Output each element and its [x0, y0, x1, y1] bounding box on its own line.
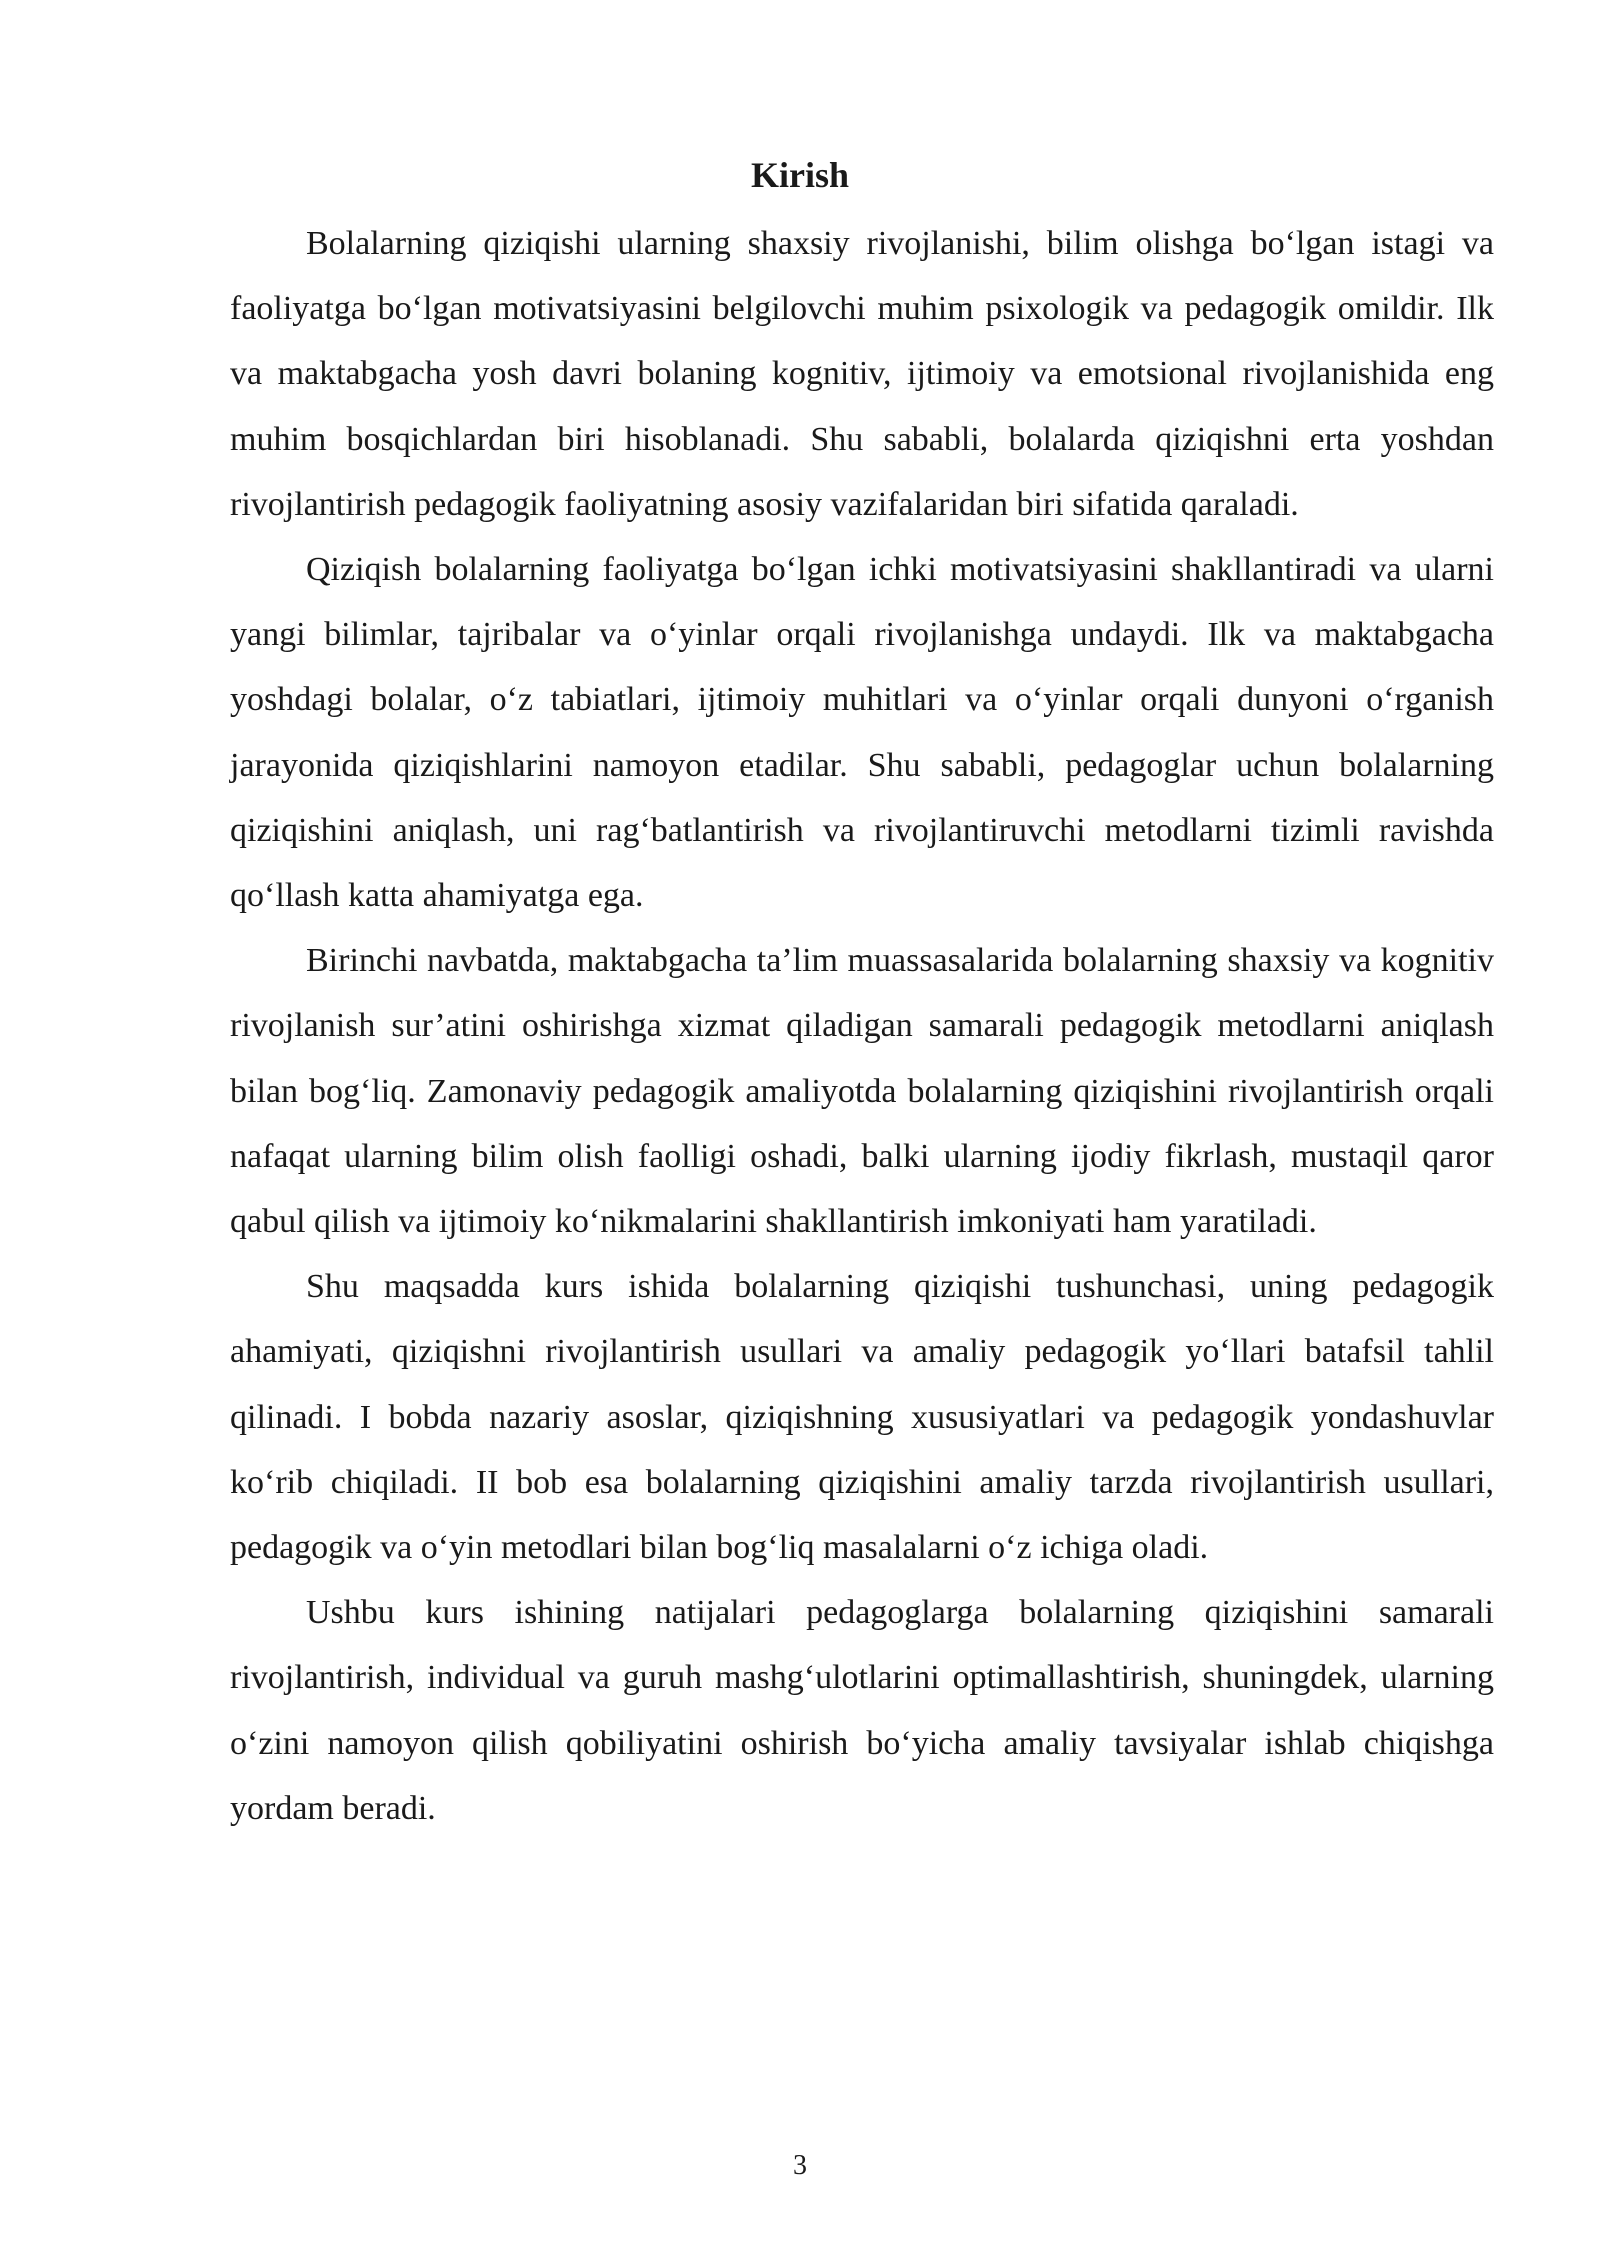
paragraph-5: Ushbu kurs ishining natijalari pedagoglarga bolalarning qiziqishini samarali rivojlantirish, individual va guruh mashg‘ulotlarini optimallashtirish, shuningdek, ularning o‘zini namoyon qilish qobiliyatini oshirish bo‘yicha amaliy tavsiyalar ishlab chiqishga yordam beradi. — [230, 1594, 1494, 1827]
page-number: 3 — [793, 2150, 807, 2181]
paragraph-3: Birinchi navbatda, maktabgacha ta’lim muassasalarida bolalarning shaxsiy va kognitiv rivojlanish sur’atini oshirishga xizmat qiladigan samarali pedagogik metodlarni aniqlash bilan bog‘liq. Zamonaviy pedagogik amaliyotda bolalarning qiziqishini rivojlantirish orqali nafaqat ularning bilim olish faolligi oshadi, balki ularning ijodiy fikrlash, mustaqil qaror qabul qilish va ijtimoiy ko‘nikmalarini shakllantirish imkoniyati ham yaratiladi. — [230, 942, 1494, 1241]
body-text — [230, 211, 1494, 1841]
paragraph-2: Qiziqish bolalarning faoliyatga bo‘lgan ichki motivatsiyasini shakllantiradi va ularni yangi bilimlar, tajribalar va o‘yinlar orqali rivojlanishga undaydi. Ilk va maktabgacha yoshdagi bolalar, o‘z tabiatlari, ijtimoiy muhitlari va o‘yinlar orqali dunyoni o‘rganish jarayonida qiziqishlarini namoyon etadilar. Shu sababli, pedagoglar uchun bolalarning qiziqishini aniqlash, uni rag‘batlantirish va rivojlantiruvchi metodlarni tizimli ravishda qo‘llash katta ahamiyatga ega. — [230, 551, 1494, 915]
paragraph-4: Shu maqsadda kurs ishida bolalarning qiziqishi tushunchasi, uning pedagogik ahamiyati, qiziqishni rivojlantirish usullari va amaliy pedagogik yo‘llari batafsil tahlil qilinadi. I bobda nazariy asoslar, qiziqishning xususiyatlari va pedagogik yondashuvlar ko‘rib chiqiladi. II bob esa bolalarning qiziqishini amaliy tarzda rivojlantirish usullari, pedagogik va o‘yin metodlari bilan bog‘liq masalalarni o‘z ichiga oladi. — [230, 1268, 1494, 1567]
section-title: Kirish — [750, 155, 849, 195]
paragraph-1: Bolalarning qiziqishi ularning shaxsiy rivojlanishi, bilim olishga bo‘lgan istagi va faoliyatga bo‘lgan motivatsiyasini belgilovchi muhim psixologik va pedagogik omildir. Ilk va maktabgacha yosh davri bolaning kognitiv, ijtimoiy va emotsional rivojlanishida eng muhim bosqichlardan biri hisoblanadi. Shu sababli, bolalarda qiziqishni erta yoshdan rivojlantirish pedagogik faoliyatning asosiy vazifalaridan biri sifatida qaraladi. — [230, 225, 1494, 523]
